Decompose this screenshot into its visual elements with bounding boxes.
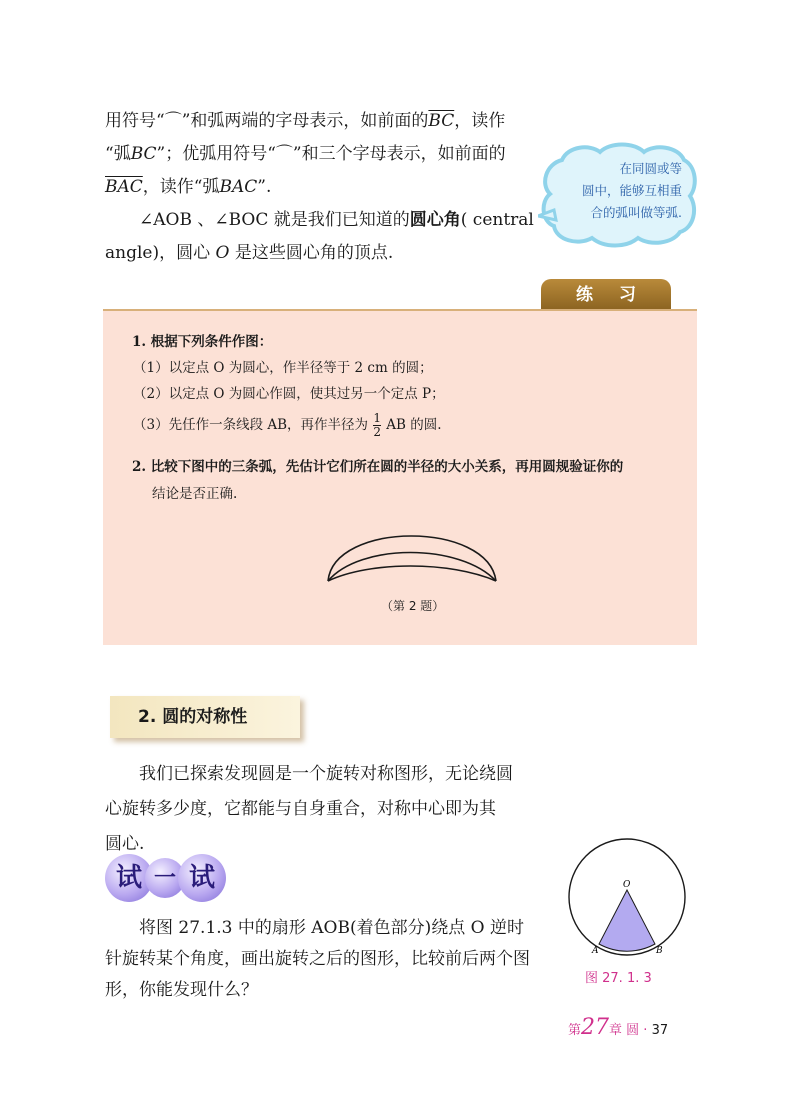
- practice-figure-caption: （第 2 题）: [381, 599, 445, 613]
- fraction-one-half: $\frac{1}{2}$: [373, 411, 381, 439]
- practice-q1-1: （1）以定点 O 为圆心，作半径等于 2 cm 的圆；: [133, 360, 433, 376]
- try-badge-3: 试: [178, 854, 226, 902]
- section-heading: 2. 圆的对称性: [110, 696, 300, 738]
- try-badge-2: 一: [145, 858, 185, 898]
- side-note-text: 在同圆或等 圆中，能够互相重 合的弧叫做等弧.: [581, 161, 682, 220]
- page-number: 37: [651, 1023, 669, 1038]
- practice-q2-line2: 结论是否正确.: [152, 486, 238, 502]
- sector-aob: [599, 890, 655, 951]
- intro-line-5: angle)，圆心 O 是这些圆心角的顶点.: [105, 243, 394, 263]
- intro-line-3: $\overline{BAC}$，读作“弧BAC”.: [105, 177, 272, 197]
- intro-line-4: ∠AOB 、∠BOC 就是我们已知道的圆心角( central: [139, 210, 534, 230]
- three-arcs-figure: [320, 505, 510, 593]
- intro-line-2: “弧BC”；优弧用符号“⌒”和三个字母表示，如前面的: [105, 144, 506, 164]
- term-central-angle: 圆心角: [409, 210, 461, 230]
- chapter-number: 27: [581, 1015, 610, 1040]
- intro-paragraph: [105, 105, 535, 270]
- practice-q1: 1. 根据下列条件作图：: [132, 334, 273, 350]
- side-note-cloud: [538, 140, 698, 250]
- try-paragraph: 将图 27.1.3 中的扇形 AOB(着色部分)绕点 O 逆时 针旋转某个角度，画出旋转之后的图形，比较前后两个图 形，你能发现什么？: [105, 918, 530, 1000]
- practice-q1-3: （3）先任作一条线段 AB，再作半径为 $\frac{1}{2}$ AB 的圆.: [133, 411, 442, 439]
- label-b: B: [656, 946, 663, 956]
- arc-bc: $\overline{BC}$: [428, 111, 455, 131]
- label-a: A: [592, 946, 599, 956]
- intro-line-1: 用符号“⌒”和弧两端的字母表示，如前面的$\overline{BC}$，读作: [105, 111, 506, 131]
- arc-bac: $\overline{BAC}$: [105, 177, 143, 197]
- practice-q2-line1: 2. 比较下图中的三条弧，先估计它们所在圆的半径的大小关系，再用圆规验证你的: [132, 459, 624, 475]
- label-o: O: [623, 880, 631, 890]
- figure-27-1-3: [565, 835, 690, 965]
- symmetry-paragraph: 我们已探索发现圆是一个旋转对称图形，无论绕圆 心旋转多少度，它都能与自身重合，对称中心即为其 圆心.: [105, 764, 513, 854]
- practice-tab: 练习: [541, 279, 671, 311]
- arc-outer: [328, 536, 496, 581]
- arc-inner: [328, 566, 496, 581]
- page-footer: 第27章 圆 · 37: [568, 1015, 669, 1040]
- try-badge-1: 试: [105, 854, 153, 902]
- practice-q1-2: （2）以定点 O 为圆心作圆，使其过另一个定点 P；: [133, 386, 445, 402]
- figure-caption: 图 27. 1. 3: [585, 971, 652, 986]
